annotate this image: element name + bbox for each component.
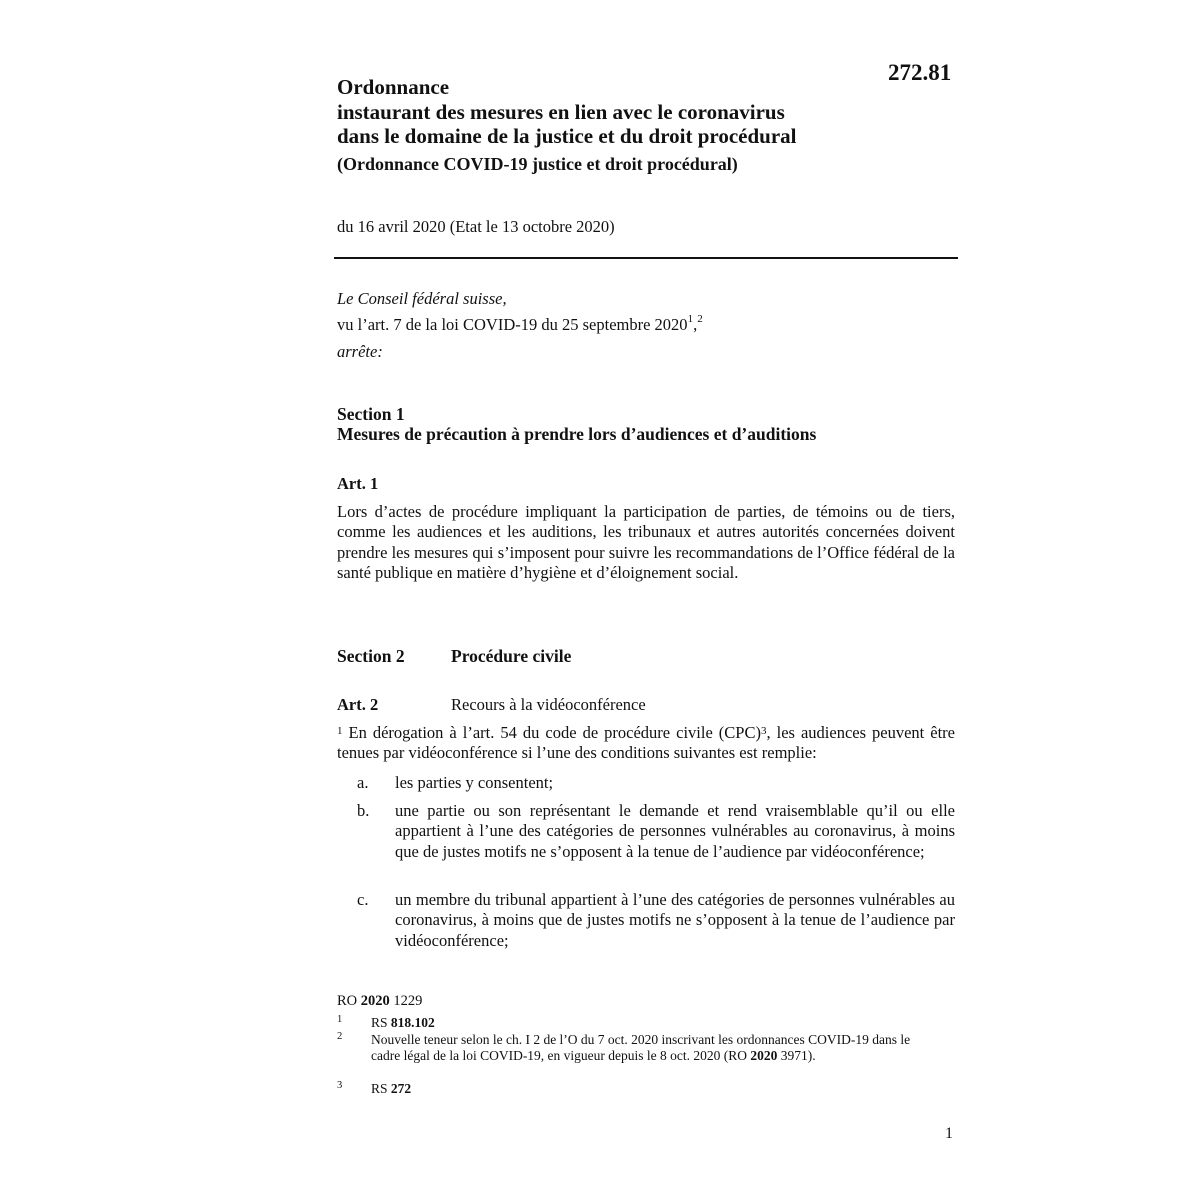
footnote-ref[interactable]: 3 [760, 725, 767, 737]
footnote-text: RS 818.102 [371, 1015, 435, 1030]
preamble-decree: arrête: [337, 342, 383, 361]
footnote-number: 1 [337, 1014, 343, 1025]
footnote-separator: , [693, 315, 698, 334]
title-line: instaurant des mesures en lien avec le coronavirus [337, 99, 785, 124]
title-line: dans le domaine de la justice et du droit procédural [337, 124, 797, 148]
article-1-label: Art. 1 [337, 474, 379, 493]
document-number: 272.81 [888, 60, 952, 85]
footnote-text: Nouvelle teneur selon le ch. I 2 de l’O du 7 oct. 2020 inscrivant les ordonnances COVID-19 dans le cadre légal de la loi COVID-19, en vigueur depuis le 8 oct. 2020 (RO 2020 3971). [371, 1032, 911, 1063]
preamble-authority: Le Conseil fédéral suisse, [337, 289, 507, 308]
header-divider [334, 257, 958, 259]
footnote-number: 3 [337, 1080, 343, 1091]
preamble-basis-text: vu l’art. 7 de la loi COVID-19 du 25 septembre 2020 [337, 315, 688, 334]
paragraph-number: 1 [337, 725, 343, 737]
title-line: Ordonnance [337, 75, 450, 99]
article-2-label: Art. 2 [337, 695, 379, 714]
footnote-number: 2 [337, 1031, 343, 1042]
footnote-ref[interactable]: 1 [687, 313, 694, 325]
article-1-text: Lors d’actes de procédure impliquant la participation de parties, de témoins ou de tiers, comme les audiences et les auditions, les tribunaux et autres autorités concernées doivent prendre les mesures qui s’imposent pour suivre les recommandations de l’Office fédéral de la santé publique en matière d’hygiène et d’éloignement social. [337, 502, 955, 582]
section-2-title: Procédure civile [451, 646, 572, 666]
list-item-text: les parties y consentent; [395, 773, 554, 792]
section-1-title: Mesures de précaution à prendre lors d’audiences et d’auditions [337, 424, 817, 444]
document-short-title: (Ordonnance COVID-19 justice et droit procédural) [337, 154, 738, 174]
document-date: du 16 avril 2020 (Etat le 13 octobre 2020) [337, 217, 615, 236]
section-2-number: Section 2 [337, 646, 405, 666]
article-2-title: Recours à la vidéoconférence [451, 695, 646, 714]
section-1-number: Section 1 [337, 404, 405, 424]
page-number: 1 [945, 1125, 953, 1142]
article-2-paragraph [337, 723, 955, 764]
list-item-text: une partie ou son représentant le demande et rend vraisemblable qu’il ou elle appartient à l’une des catégories de personnes vulnérables au coronavirus, à moins que de justes motifs ne s’opposent à la tenue de l’audience par vidéoconférence; [395, 801, 955, 861]
preamble-basis [337, 315, 703, 335]
paragraph-text: En dérogation à l’art. 54 du code de procédure civile (CPC) [342, 723, 761, 742]
list-item-letter: b. [357, 801, 370, 820]
document-title [337, 75, 937, 149]
footnote-text: RS 272 [371, 1081, 412, 1096]
list-item-text: un membre du tribunal appartient à l’une des catégories de personnes vulnérables au coronavirus, à moins que de justes motifs ne s’opposent à la tenue de l’audience par vidéoconférence; [395, 890, 955, 950]
ro-reference: RO 2020 1229 [337, 993, 423, 1009]
list-item-letter: c. [357, 890, 369, 909]
paragraph-text: , les audiences peuvent être tenues par vidéoconférence si l’une des conditions suivantes est remplie: [337, 723, 955, 763]
footnote-ref[interactable]: 2 [697, 313, 703, 325]
list-item-letter: a. [357, 773, 369, 792]
